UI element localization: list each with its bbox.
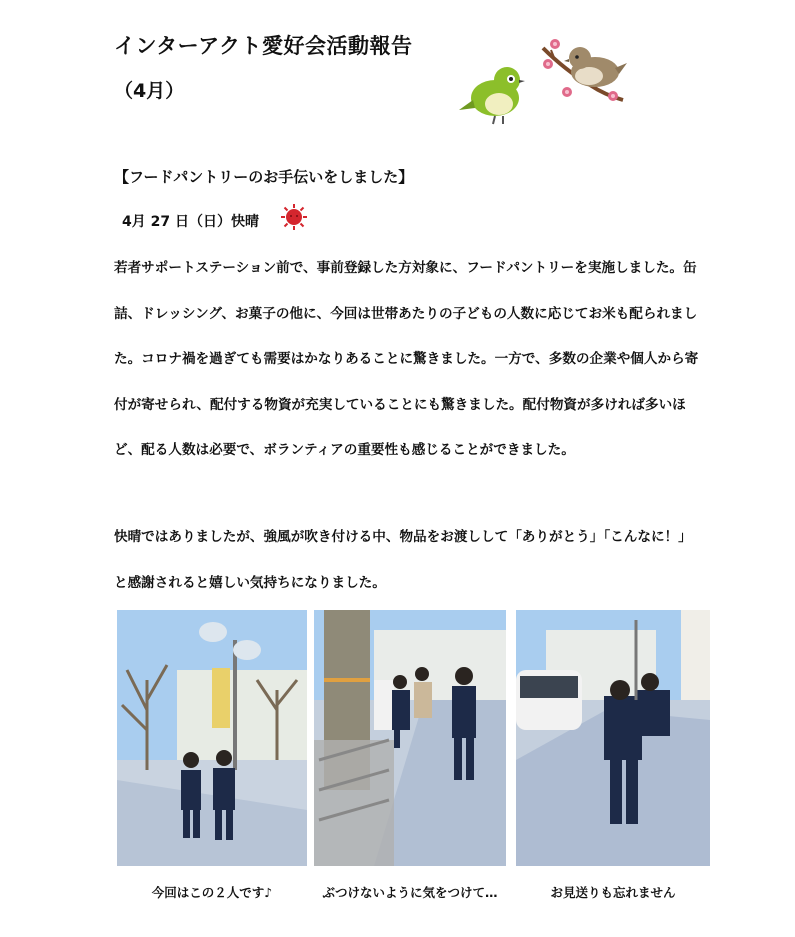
photo-two-students	[117, 610, 307, 866]
photo-caption-2: ぶつけないように気をつけて…	[322, 885, 498, 900]
report-paragraph-2: 快晴ではありましたが、強風が吹き付ける中、物品をお渡しして「ありがとう」「こんなに！」と感謝されると嬉しい気持ちになりました。	[114, 529, 692, 591]
date-weather: 4月 27 日（日）快晴	[122, 214, 259, 230]
photo-carrying-goods	[314, 610, 506, 866]
photo-caption-1: 今回はこの２人です♪	[151, 885, 273, 900]
photo-caption-3: お見送りも忘れません	[550, 885, 676, 900]
photo-seeing-off	[516, 610, 710, 866]
report-title: インターアクト愛好会活動報告	[114, 34, 413, 58]
birds-illustration	[455, 30, 635, 130]
report-paragraph-1: 若者サポートステーション前で、事前登録した方対象に、フードパントリーを実施しました。缶詰、ドレッシング、お菓子の他に、今回は世帯あたりの子どもの人数に応じてお米も配られました。コロナ禍を過ぎても需要はかなりあることに驚きました。一方で、多数の企業や個人から寄付が寄せられ、配付する物資が充実していることにも驚きました。配付物資が多ければ多いほど、配る人数は必要で、ボランティアの重要性も感じることができました。	[114, 260, 699, 458]
section-heading: 【フードパントリーのお手伝いをしました】	[114, 168, 414, 186]
sun-icon	[280, 203, 308, 231]
report-subtitle: （4月）	[114, 80, 185, 102]
